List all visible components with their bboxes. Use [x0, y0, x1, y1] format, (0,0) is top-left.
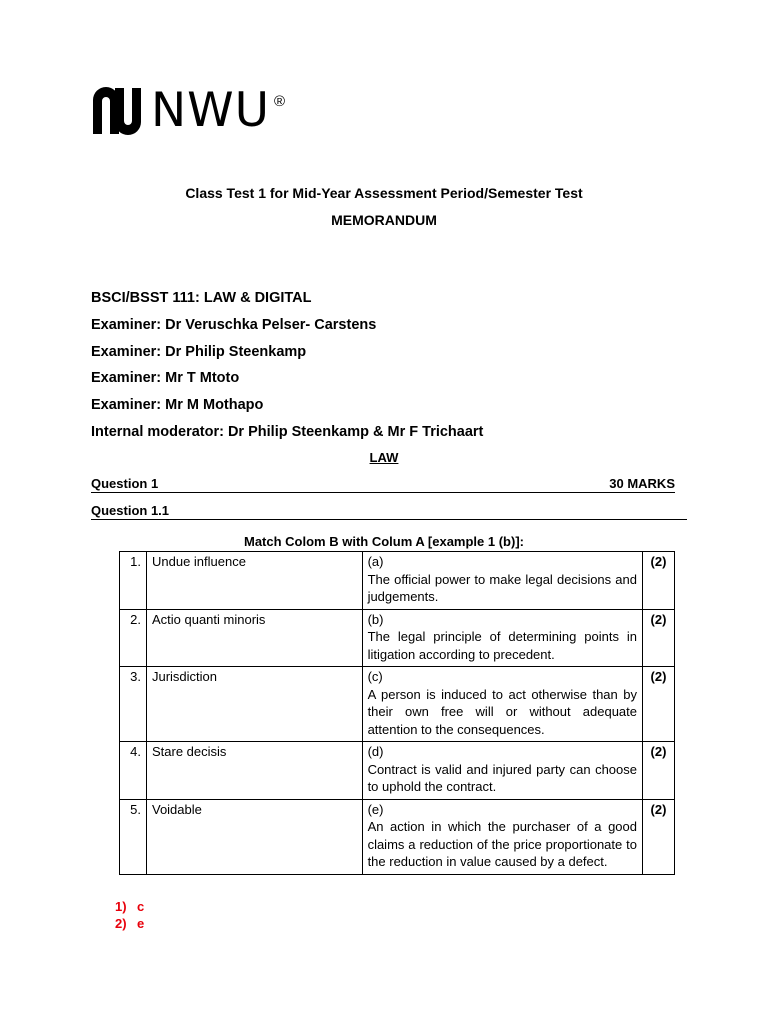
- row-number: 2.: [120, 609, 147, 667]
- row-number: 5.: [120, 799, 147, 874]
- answer-item: [115, 915, 144, 932]
- question-1-marks: 30 MARKS: [609, 476, 675, 491]
- table-row: [120, 667, 675, 742]
- matching-table: [119, 551, 675, 875]
- table-row: [120, 742, 675, 800]
- row-marks: (2): [643, 742, 675, 800]
- answer-list: [115, 898, 144, 932]
- column-b-definition: (a) The official power to make legal decisions and judgements.: [362, 552, 642, 610]
- row-number: 4.: [120, 742, 147, 800]
- column-b-definition: (c) A person is induced to act otherwise than by their own free will or without adequate attention to the consequences.: [362, 667, 642, 742]
- column-b-definition: (e) An action in which the purchaser of a good claims a reduction of the price proportionate to the reduction in value caused by a defect.: [362, 799, 642, 874]
- nwu-emblem-icon: [91, 86, 143, 136]
- row-number: 1.: [120, 552, 147, 610]
- row-marks: (2): [643, 799, 675, 874]
- row-marks: (2): [643, 552, 675, 610]
- registered-mark: ®: [274, 93, 286, 110]
- table-row: [120, 552, 675, 610]
- answer-number: 1): [115, 899, 127, 914]
- answer-number: 2): [115, 916, 127, 931]
- question-1-1-heading: [91, 503, 687, 520]
- column-a-term: Undue influence: [146, 552, 362, 610]
- column-b-definition: (b) The legal principle of determining points in litigation according to precedent.: [362, 609, 642, 667]
- row-number: 3.: [120, 667, 147, 742]
- examiner-line-4: Examiner: Mr M Mothapo: [91, 397, 264, 413]
- nwu-logo: [91, 83, 286, 138]
- match-instruction: Match Colom B with Colum A [example 1 (b)]:: [244, 534, 524, 549]
- question-1-heading: [91, 476, 675, 493]
- column-a-term: Voidable: [146, 799, 362, 874]
- question-1-label: Question 1: [91, 476, 159, 491]
- table-row: [120, 609, 675, 667]
- row-marks: (2): [643, 609, 675, 667]
- course-line: BSCI/BSST 111: LAW & DIGITAL: [91, 290, 312, 306]
- examiner-line-1: Examiner: Dr Veruschka Pelser- Carstens: [91, 317, 377, 333]
- column-a-term: Stare decisis: [146, 742, 362, 800]
- question-1-1-label: Question 1.1: [91, 503, 170, 518]
- examiner-line-3: Examiner: Mr T Mtoto: [91, 370, 240, 386]
- logo-text: NWU: [151, 83, 271, 138]
- column-b-definition: (d) Contract is valid and injured party can choose to uphold the contract.: [362, 742, 642, 800]
- table-row: [120, 799, 675, 874]
- memorandum-title: MEMORANDUM: [331, 212, 437, 228]
- section-heading: LAW: [369, 450, 399, 465]
- row-marks: (2): [643, 667, 675, 742]
- answer-item: [115, 898, 144, 915]
- examiner-line-2: Examiner: Dr Philip Steenkamp: [91, 344, 307, 360]
- column-a-term: Jurisdiction: [146, 667, 362, 742]
- column-a-term: Actio quanti minoris: [146, 609, 362, 667]
- answer-value: e: [137, 916, 145, 931]
- answer-value: c: [137, 899, 145, 914]
- test-title: Class Test 1 for Mid-Year Assessment Period/Semester Test: [185, 185, 583, 201]
- moderator-line: Internal moderator: Dr Philip Steenkamp & Mr F Trichaart: [91, 424, 484, 440]
